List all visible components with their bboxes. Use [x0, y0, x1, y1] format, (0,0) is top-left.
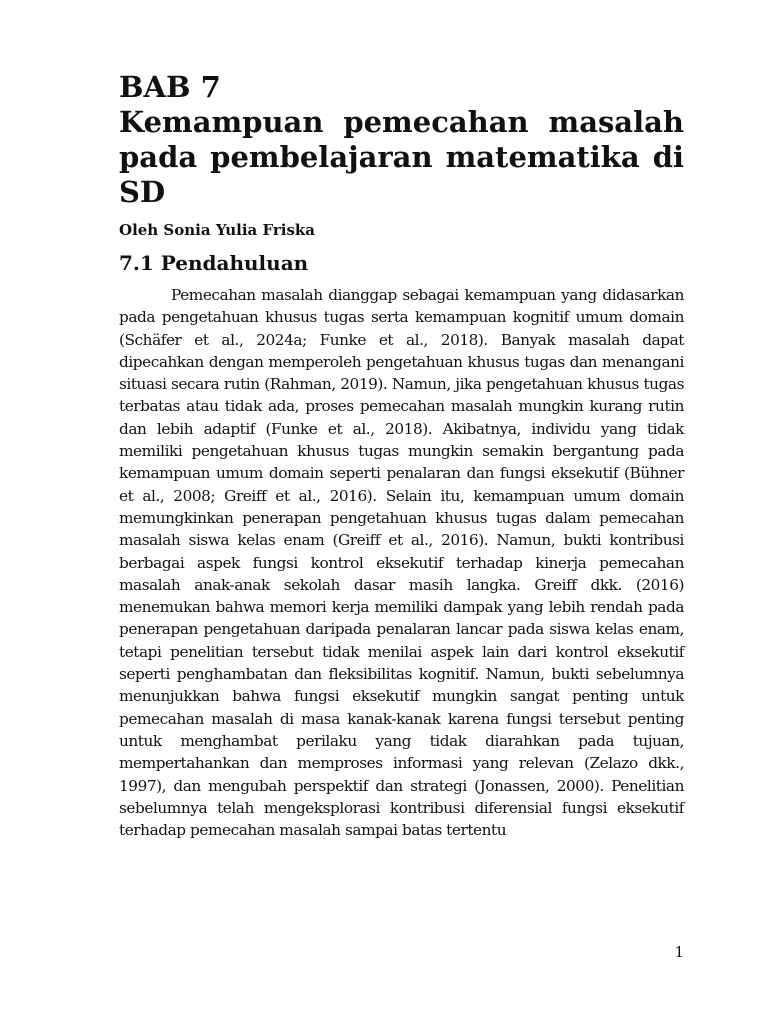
chapter-title: Kemampuan pemecahan masalah pada pembelajaran matematika di SD [119, 105, 684, 209]
page-number: 1 [674, 943, 684, 961]
page-content [119, 70, 684, 841]
body-paragraph: Pemecahan masalah dianggap sebagai kemampuan yang didasarkan pada pengetahuan khusus tugas serta kemampuan kognitif umum domain (Schäfer et al., 2024a; Funke et al., 2018). Banyak masalah dapat dipecahkan dengan memperoleh pengetahuan khusus tugas dan menangani situasi secara rutin (Rahman, 2019). Namun, jika pengetahuan khusus tugas terbatas atau tidak ada, proses pemecahan masalah mungkin kurang rutin dan lebih adaptif (Funke et al., 2018). Akibatnya, individu yang tidak memiliki pengetahuan khusus tugas mungkin semakin bergantung pada kemampuan umum domain seperti penalaran dan fungsi eksekutif (Bühner et al., 2008; Greiff et al., 2016). Selain itu, kemampuan umum domain memungkinkan penerapan pengetahuan khusus tugas dalam pemecahan masalah siswa kelas enam (Greiff et al., 2016). Namun, bukti kontribusi berbagai aspek fungsi kontrol eksekutif terhadap kinerja pemecahan masalah anak-anak sekolah dasar masih langka. Greiff dkk. (2016) menemukan bahwa memori kerja memiliki dampak yang lebih rendah pada penerapan pengetahuan daripada penalaran lancar pada siswa kelas enam, tetapi penelitian tersebut tidak menilai aspek lain dari kontrol eksekutif seperti penghambatan dan fleksibilitas kognitif. Namun, bukti sebelumnya menunjukkan bahwa fungsi eksekutif mungkin sangat penting untuk pemecahan masalah di masa kanak-kanak karena fungsi tersebut penting untuk menghambat perilaku yang tidak diarahkan pada tujuan, mempertahankan dan memproses informasi yang relevan (Zelazo dkk., 1997), dan mengubah perspektif dan strategi (Jonassen, 2000). Penelitian sebelumnya telah mengeksplorasi kontribusi diferensial fungsi eksekutif terhadap pemecahan masalah sampai batas tertentu [119, 286, 684, 840]
chapter-label: BAB 7 [119, 70, 221, 104]
section-heading: 7.1 Pendahuluan [119, 251, 309, 275]
author-byline: Oleh Sonia Yulia Friska [119, 221, 316, 239]
